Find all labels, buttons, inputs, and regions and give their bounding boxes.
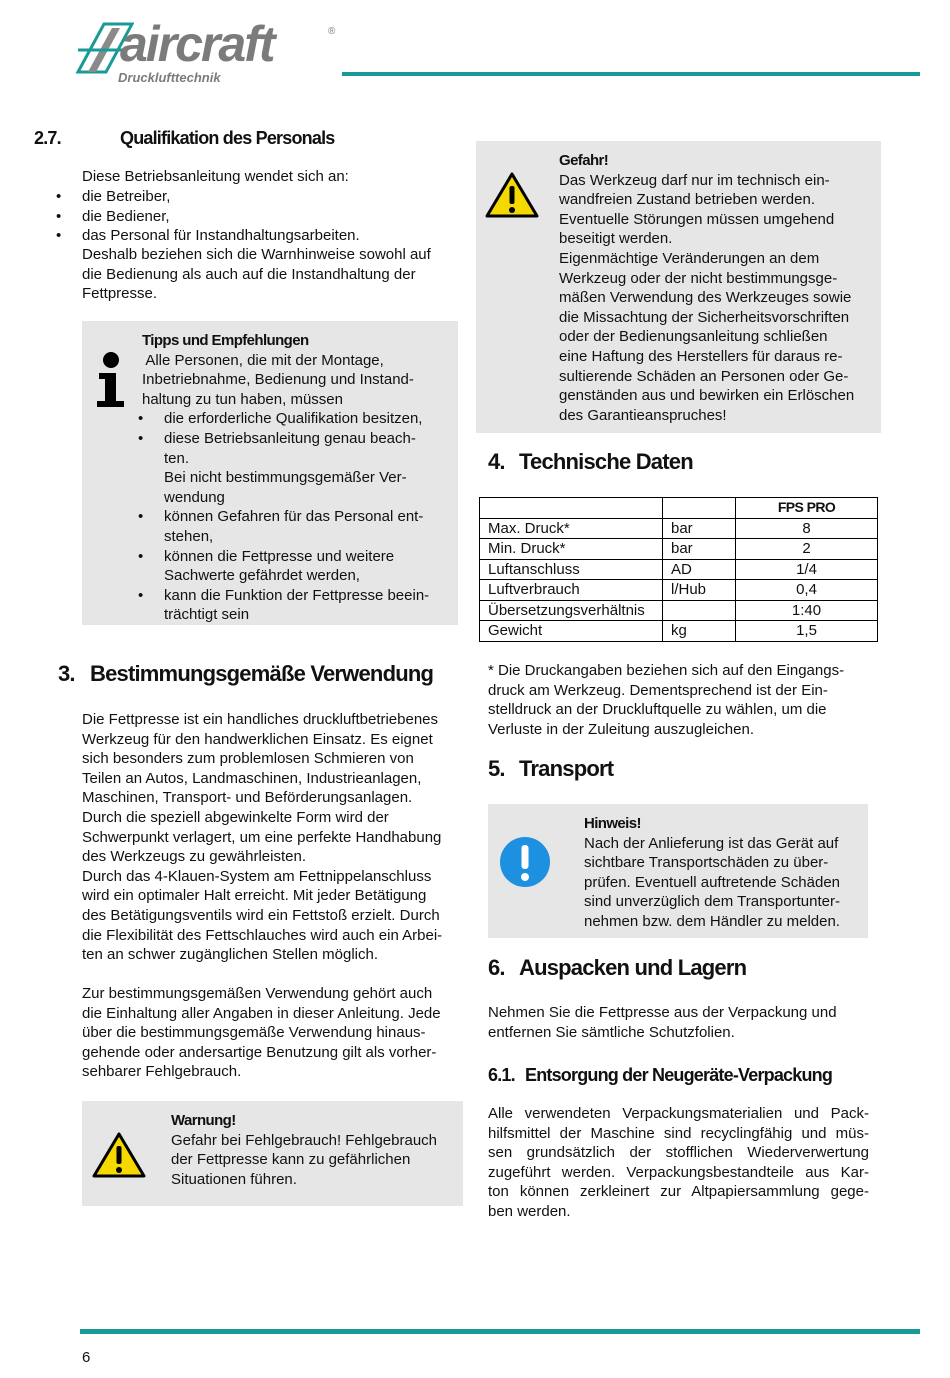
- brand-tagline: Drucklufttechnik: [118, 70, 221, 85]
- table-header-row: [480, 498, 878, 519]
- section-6-text: Nehmen Sie die Fettpresse aus der Verpackung und entfernen Sie sämtliche Schutzfolien.: [488, 1004, 837, 1041]
- registered-mark: ®: [328, 26, 336, 37]
- section-6-1-title: Entsorgung der Neugeräte-Verpackung: [525, 1065, 833, 1085]
- note-label: Hinweis!: [584, 815, 641, 832]
- table-row: Min. Druck* bar 2: [480, 539, 878, 560]
- section-3-paragraph-2: Zur bestimmungsgemäßen Verwendung gehört auch die Einhaltung aller Angaben in dieser Anleitung. Jede über die bestimmungsgemäße Verwendung hinaus- gehende oder andersartige Benutzung gilt als vorher- sehbarer Fehlgebrauch.: [82, 985, 441, 1081]
- section-4-title: Technische Daten: [519, 449, 693, 474]
- table-row: Max. Druck* bar 8: [480, 518, 878, 539]
- section-3-paragraph-1: Die Fettpresse ist ein handliches druckluftbetriebenes Werkzeug für den handwerklichen Einsatz. Es eignet sich besonders zum problemlosen Schmieren von Teilen an Autos, Landmaschinen, Industrieanlagen, Maschinen, Transport- und Beförderungsanlagen. Durch die speziell abgewinkelte Form wird der Schwerpunkt verlagert, um eine perfekte Handhabung des Werkzeugs zu gewährleisten. Durch das 4-Klauen-System am Fettnippelanschluss wird ein optimaler Halt erreicht. Mit jeder Betätigung des Betätigungsventils wird ein Fettstoß erzielt. Durch die Flexibilität des Fettschlauches wird auch ein Arbei- ten an schwer zugänglichen Stellen möglich.: [82, 711, 443, 964]
- list-item: • kann die Funktion der Fettpresse beein- trächtigt sein: [164, 586, 452, 625]
- section-6-number: 6.: [488, 955, 505, 980]
- brand-logo: [74, 16, 344, 90]
- exclamation-circle-icon: [499, 836, 551, 888]
- table-row: Luftanschluss AD 1/4: [480, 559, 878, 580]
- section-3-number: 3.: [58, 661, 75, 686]
- section-5-title: Transport: [519, 756, 614, 781]
- table-row: Luftverbrauch l/Hub 0,4: [480, 580, 878, 601]
- list-item: • diese Betriebsanleitung genau beach- ten. Bei nicht bestimmungsgemäßer Ver- wendung: [164, 429, 452, 507]
- info-icon: [94, 351, 128, 409]
- header-rule: [342, 72, 920, 76]
- list-item: • können die Fettpresse und weitere Sachwerte gefährdet werden,: [164, 547, 452, 586]
- section-3-title: Bestimmungsgemäße Verwendung: [90, 661, 434, 686]
- tips-label: Tipps und Empfehlungen: [142, 332, 309, 349]
- table-footnote: * Die Druckangaben beziehen sich auf den Eingangs- druck am Werkzeug. Dementsprechend ist der Ein- stelldruck an der Druckluftquelle zu wählen, um die Verluste in der Zuleitung auszugleichen.: [488, 662, 845, 738]
- section-5-number: 5.: [488, 756, 505, 781]
- tips-list: [164, 409, 452, 625]
- technical-data-table: [479, 497, 878, 642]
- list-item: • das Personal für Instandhaltungsarbeiten.: [82, 226, 462, 246]
- list-item: • können Gefahren für das Personal ent- stehen,: [164, 507, 452, 546]
- warning-triangle-icon: [92, 1131, 146, 1179]
- warning-box: Warnung! Gefahr bei Fehlgebrauch! Fehlgebrauch der Fettpresse kann zu gefährlichen Situationen führen.: [82, 1101, 463, 1206]
- section-4-number: 4.: [488, 449, 505, 474]
- list-item: • die Bediener,: [82, 207, 462, 227]
- tips-box: Tipps und Empfehlungen Alle Personen, die mit der Montage, Inbetriebnahme, Bedienung und Instand- haltung zu tun haben, müssen • die erforderliche Qualifikation besitzen, • diese Betriebsanleitung genau beach- ten. Bei nicht bestimmungsgemäßer Ver- wendung • können Gefahren für das Personal ent- stehen, • können die Fettpresse und weitere Sachwerte gefährdet werden, • kann die Funktion der Fettpresse beein- trächtigt sein: [82, 321, 458, 625]
- section-2-7-title: Qualifikation des Personals: [120, 128, 335, 148]
- danger-label: Gefahr!: [559, 152, 609, 169]
- audience-list: [82, 187, 462, 246]
- section-6-1-text: Alle verwendeten Verpackungsmaterialien und Pack- hilfsmittel der Maschine sind recyclingfähig und müs- sen grundsätzlich der stofflichen Wiederverwertung zugeführt werden. Verpackungsbestandteile aus Kar- ton können zerkleinert zur Altpapiersammlung gege- ben werden.: [488, 1105, 869, 1220]
- brand-name: aircraft: [120, 16, 274, 72]
- list-item: • die erforderliche Qualifikation besitzen,: [164, 409, 452, 429]
- list-item: • die Betreiber,: [82, 187, 462, 207]
- warning-triangle-icon: [485, 171, 539, 219]
- section-6-title: Auspacken und Lagern: [519, 955, 747, 980]
- warning-label: Warnung!: [171, 1112, 236, 1129]
- section-2-7-outro: Deshalb beziehen sich die Warnhinweise sowohl auf die Bedienung als auch auf die Instandhaltung der Fettpresse.: [82, 246, 431, 303]
- footer-rule: [80, 1329, 920, 1334]
- table-row: Gewicht kg 1,5: [480, 621, 878, 642]
- table-row: Übersetzungsverhältnis 1:40: [480, 600, 878, 621]
- note-box: Hinweis! Nach der Anlieferung ist das Gerät auf sichtbare Transportschäden zu über- prüfen. Eventuell auftretende Schäden sind unverzüglich dem Transportunter- nehmen bzw. dem Händler zu melden.: [488, 804, 868, 938]
- page-number: 6: [82, 1349, 91, 1366]
- section-6-1-number: 6.1.: [488, 1065, 515, 1085]
- danger-box: Gefahr! Das Werkzeug darf nur im technisch ein- wandfreien Zustand betrieben werden. Eventuelle Störungen müssen umgehend beseitigt werden. Eigenmächtige Veränderungen an dem Werkzeug oder der nicht bestimmungsge- mäßen Verwendung des Werkzeuges sowie die Missachtung der Sicherheitsvorschriften oder der Bedienungsanleitung schließen eine Haftung des Herstellers für daraus re- sultierende Schäden an Personen oder Ge- genständen aus und bewirken ein Erlöschen des Garantieanspruches!: [476, 141, 881, 433]
- section-2-7-number: 2.7.: [34, 128, 61, 148]
- section-2-7-intro: Diese Betriebsanleitung wendet sich an:: [82, 168, 349, 185]
- model-header: FPS PRO: [736, 498, 878, 519]
